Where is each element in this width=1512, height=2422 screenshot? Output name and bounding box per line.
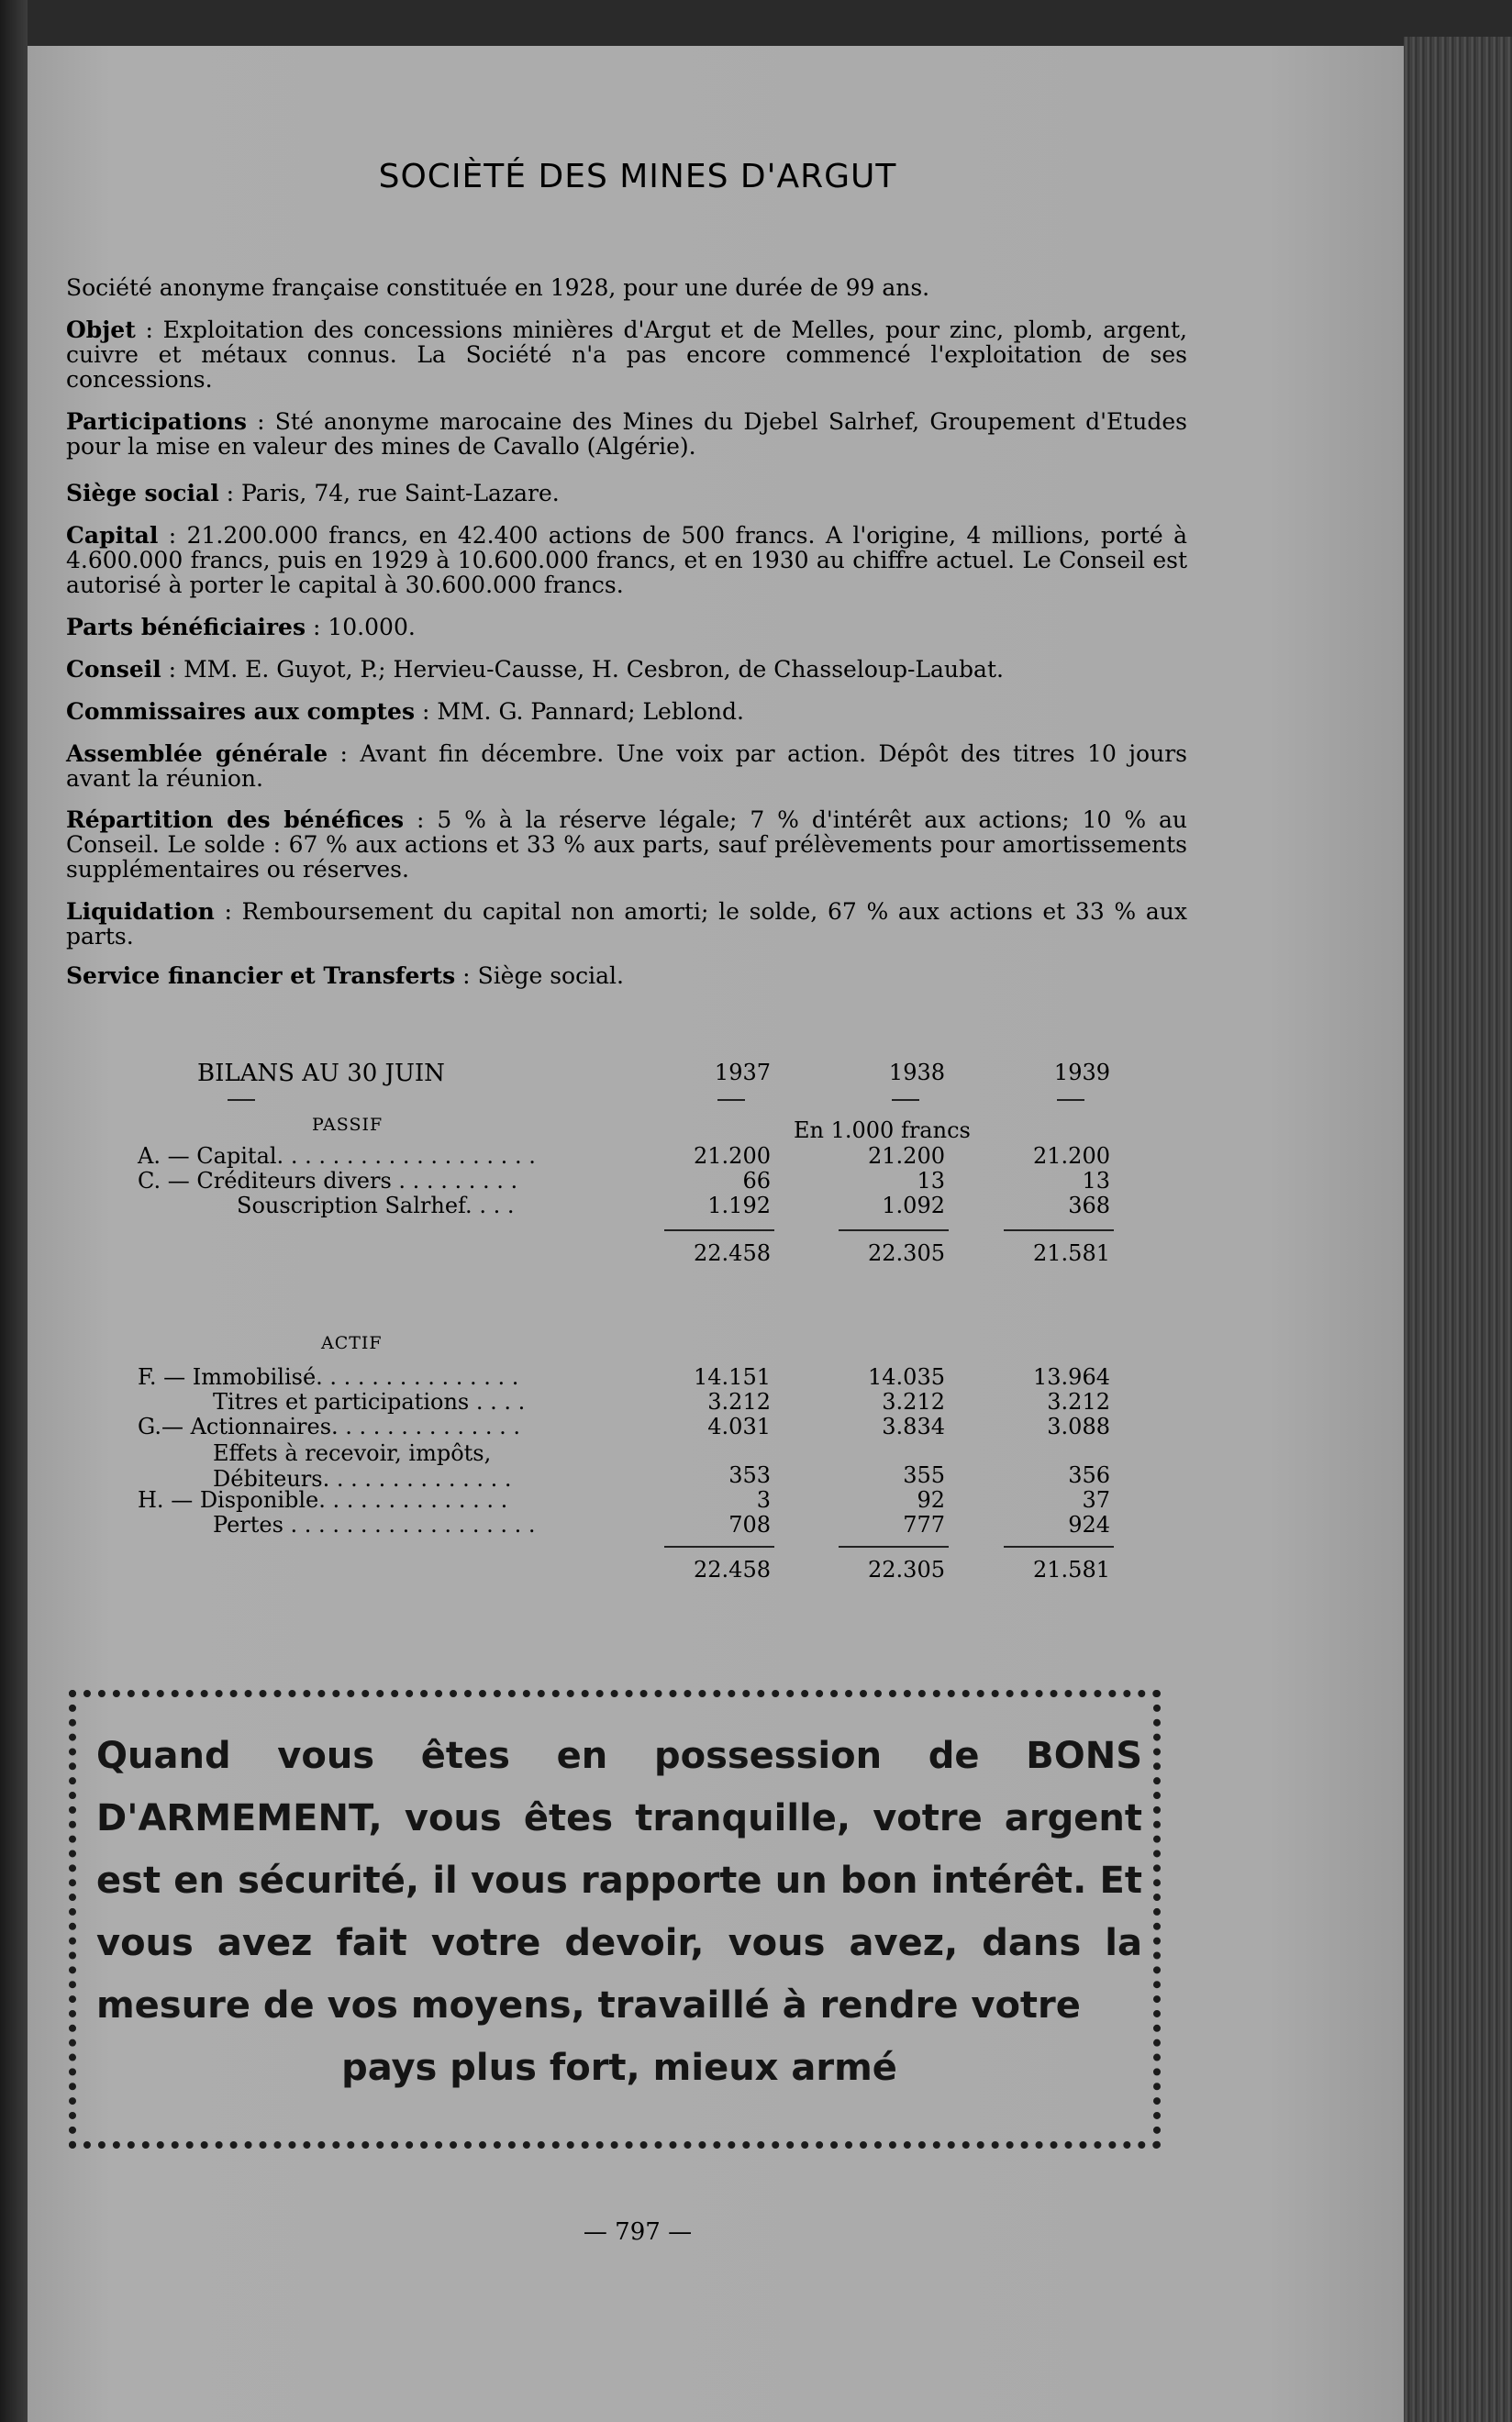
section-conseil: Conseil : MM. E. Guyot, P.; Hervieu-Causse, H. Cesbron, de Chasseloup-Laubat. <box>66 656 1004 683</box>
page-number: — 797 — <box>583 2218 693 2246</box>
section-text: Exploitation des concessions minières d'Argut et de Melles, pour zinc, plomb, argent, cuivre et métaux connus. La Société n'a pas encore commencé l'exploitation de ses concessions. <box>66 317 1187 393</box>
actif-label: ACTIF <box>321 1333 383 1353</box>
total-rule <box>664 1229 774 1231</box>
cell-value: 13.964 <box>1033 1364 1110 1390</box>
section-label: Parts bénéficiaires <box>66 614 306 640</box>
divider <box>228 1099 255 1101</box>
cell-value: 355 <box>903 1462 945 1488</box>
cell-value: 1.092 <box>882 1193 945 1218</box>
advert-last-line: pays plus fort, mieux armé <box>341 2047 897 2089</box>
section-text: Avant fin décembre. Une voix par action. Dépôt des titres 10 jours avant la réunion. <box>66 740 1187 792</box>
cell-value: 1.192 <box>707 1193 771 1218</box>
total-rule <box>839 1229 949 1231</box>
year-1938: 1938 <box>888 1060 945 1085</box>
cell-value: 92 <box>917 1487 945 1513</box>
cell-value: 3.212 <box>1047 1389 1110 1415</box>
intro-paragraph: Société anonyme française constituée en 1928, pour une durée de 99 ans. <box>66 274 930 301</box>
cell-value: 13 <box>1082 1168 1110 1194</box>
section-label: Liquidation <box>66 898 215 925</box>
cell-value: 3.212 <box>882 1389 945 1415</box>
cell-value: 37 <box>1082 1487 1110 1513</box>
unit-label: En 1.000 francs <box>794 1117 971 1143</box>
section-parts: Parts bénéficiaires : 10.000. <box>66 614 416 640</box>
divider <box>717 1099 745 1101</box>
actif-row-label: Effets à recevoir, impôts, Débiteurs. . . . . . . . . . . . . . <box>213 1440 512 1492</box>
passif-row-label: C. — Créditeurs divers . . . . . . . . . <box>138 1168 518 1194</box>
cell-value: 3.088 <box>1047 1414 1110 1439</box>
total-rule <box>1004 1229 1114 1231</box>
cell-value: 21.200 <box>1033 1143 1110 1169</box>
advert-body: Quand vous êtes en possession de BONS D'ARMEMENT, vous êtes tranquille, votre argent est en sécurité, il vous rapporte un bon intérêt. Et vous avez fait votre devoir, vous avez, dans la mesure de vos moyens, travaillé à rendre votre <box>96 1735 1142 2027</box>
actif-row-label: Titres et participations . . . . <box>213 1389 526 1415</box>
section-text: 21.200.000 francs, en 42.400 actions de 500 francs. A l'origine, 4 millions, porté à 4.600.000 francs, puis en 1929 à 10.600.000 francs, et en 1930 au chiffre actuel. Le Conseil est autorisé à porter le capital à 30.600.000 francs. <box>66 522 1187 598</box>
cell-value: 708 <box>728 1512 771 1538</box>
actif-row-label: G.— Actionnaires. . . . . . . . . . . . . . <box>138 1414 520 1439</box>
section-text: 5 % à la réserve légale; 7 % d'intérêt aux actions; 10 % au Conseil. Le solde : 67 % aux actions et 33 % aux parts, sauf prélèvements pour amortissements supplémentaires ou réserves. <box>66 806 1187 883</box>
section-text: Siège social. <box>477 962 624 989</box>
section-capital: Capital : 21.200.000 francs, en 42.400 actions de 500 francs. A l'origine, 4 millions, porté à 4.600.000 francs, puis en 1929 à 10.600.000 francs, et en 1930 au chiffre actuel. Le Conseil est autorisé à porter le capital à 30.600.000 francs. <box>66 522 1187 598</box>
section-label: Conseil <box>66 656 161 683</box>
section-label: Siège social <box>66 480 219 506</box>
cell-value: 66 <box>742 1168 771 1194</box>
total-rule <box>1004 1546 1114 1548</box>
cell-value: 4.031 <box>707 1414 771 1439</box>
passif-row-label: Souscription Salrhef. . . . <box>237 1193 515 1218</box>
actif-total: 21.581 <box>1033 1557 1110 1583</box>
section-objet: Objet : Exploitation des concessions minières d'Argut et de Melles, pour zinc, plomb, argent, cuivre et métaux connus. La Société n'a pas encore commencé l'exploitation de ses concessions. <box>66 317 1187 393</box>
total-rule <box>664 1546 774 1548</box>
cell-value: 353 <box>728 1462 771 1488</box>
page-edges <box>1404 37 1512 2422</box>
passif-total: 21.581 <box>1033 1240 1110 1266</box>
cell-value: 21.200 <box>694 1143 771 1169</box>
section-participations: Participations : Sté anonyme marocaine des Mines du Djebel Salrhef, Groupement d'Etudes pour la mise en valeur des mines de Cavallo (Algérie). <box>66 408 1187 460</box>
section-label: Capital <box>66 522 159 549</box>
section-text: 10.000. <box>328 614 416 640</box>
cell-value: 356 <box>1068 1462 1110 1488</box>
actif-row-label: F. — Immobilisé. . . . . . . . . . . . . . . <box>138 1364 519 1390</box>
cell-value: 14.035 <box>868 1364 945 1390</box>
section-label: Service financier et Transferts <box>66 962 456 989</box>
cell-value: 14.151 <box>694 1364 771 1390</box>
section-siege: Siège social : Paris, 74, rue Saint-Lazare. <box>66 480 560 506</box>
actif-row-label: Pertes . . . . . . . . . . . . . . . . . . <box>213 1512 536 1538</box>
passif-total: 22.305 <box>868 1240 945 1266</box>
section-text: Paris, 74, rue Saint-Lazare. <box>241 480 560 506</box>
section-label: Commissaires aux comptes <box>66 698 416 725</box>
page-title: SOCIÈTÉ DES MINES D'ARGUT <box>378 158 897 195</box>
cell-value: 3 <box>756 1487 771 1513</box>
year-1939: 1939 <box>1053 1060 1110 1085</box>
book-spine <box>0 0 28 2422</box>
section-label: Objet <box>66 317 136 343</box>
section-text: MM. G. Pannard; Leblond. <box>437 698 744 725</box>
actif-total: 22.305 <box>868 1557 945 1583</box>
advert-text <box>96 1725 1142 2099</box>
section-text: Remboursement du capital non amorti; le solde, 67 % aux actions et 33 % aux parts. <box>66 898 1187 950</box>
section-label: Participations <box>66 408 247 435</box>
year-1937: 1937 <box>714 1060 771 1085</box>
section-label: Répartition des bénéfices <box>66 806 405 833</box>
cell-value: 3.212 <box>707 1389 771 1415</box>
section-liquidation: Liquidation : Remboursement du capital non amorti; le solde, 67 % aux actions et 33 % aux parts. <box>66 898 1187 950</box>
section-assemblee: Assemblée générale : Avant fin décembre. Une voix par action. Dépôt des titres 10 jours avant la réunion. <box>66 740 1187 792</box>
cell-value: 777 <box>903 1512 945 1538</box>
actif-row-label: H. — Disponible. . . . . . . . . . . . . . <box>138 1487 508 1513</box>
actif-total: 22.458 <box>694 1557 771 1583</box>
section-text: MM. E. Guyot, P.; Hervieu-Causse, H. Cesbron, de Chasseloup-Laubat. <box>183 656 1004 683</box>
divider <box>892 1099 919 1101</box>
cell-value: 13 <box>917 1168 945 1194</box>
section-label: Assemblée générale <box>66 740 328 767</box>
passif-total: 22.458 <box>694 1240 771 1266</box>
section-commissaires: Commissaires aux comptes : MM. G. Pannard; Leblond. <box>66 698 744 725</box>
passif-row-label: A. — Capital. . . . . . . . . . . . . . . . . . . <box>138 1143 536 1169</box>
section-service: Service financier et Transferts : Siège social. <box>66 962 624 989</box>
cell-value: 21.200 <box>868 1143 945 1169</box>
section-repartition: Répartition des bénéfices : 5 % à la réserve légale; 7 % d'intérêt aux actions; 10 % au Conseil. Le solde : 67 % aux actions et 33 % aux parts, sauf prélèvements pour amortissements supplémentaires ou réserves. <box>66 806 1187 883</box>
balance-heading: BILANS AU 30 JUIN <box>197 1060 445 1087</box>
divider <box>1057 1099 1084 1101</box>
cell-value: 924 <box>1068 1512 1110 1538</box>
total-rule <box>839 1546 949 1548</box>
cell-value: 3.834 <box>882 1414 945 1439</box>
cell-value: 368 <box>1068 1193 1110 1218</box>
section-text: Sté anonyme marocaine des Mines du Djebel Salrhef, Groupement d'Etudes pour la mise en valeur des mines de Cavallo (Algérie). <box>66 408 1187 460</box>
passif-label: PASSIF <box>312 1115 384 1135</box>
